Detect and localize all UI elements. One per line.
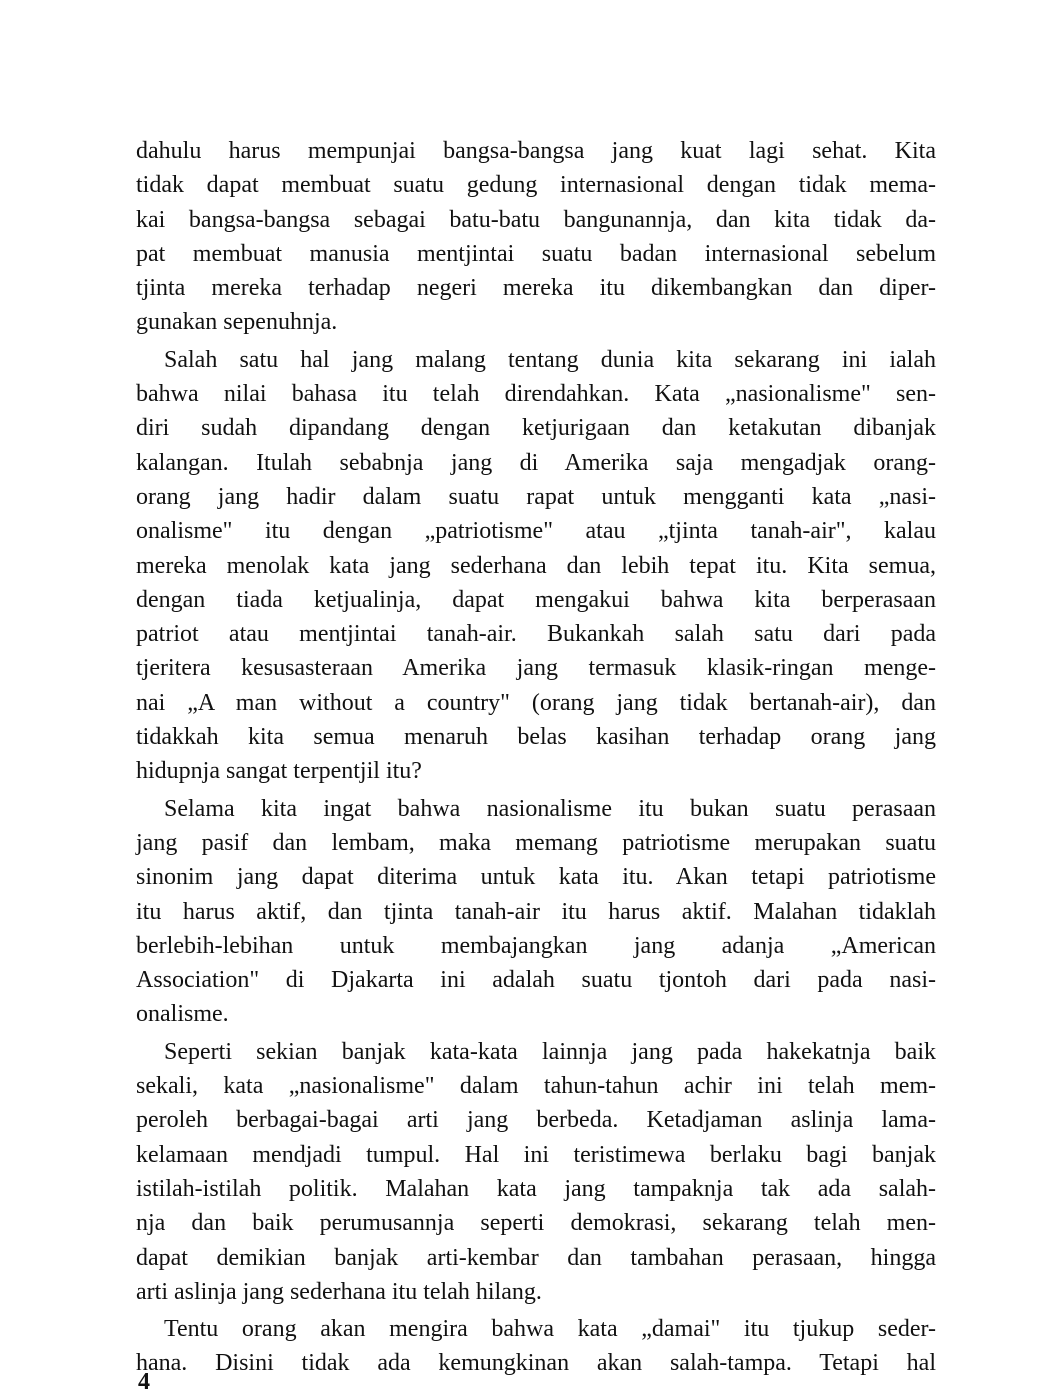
body-text: [136, 134, 936, 1381]
paragraph-1-line-1: dahulu harus mempunjai bangsa-bangsa jang kuat lagi sehat. Kita: [136, 138, 936, 164]
paragraph-4-line-3: peroleh berbagai-bagai arti jang berbeda. Ketadjaman aslinja lama-: [136, 1107, 936, 1134]
paragraph-2-line-10: tjeritera kesusasteraan Amerika jang termasuk klasik-ringan menge-: [136, 655, 936, 682]
paragraph-4-line-6: nja dan baik perumusannja seperti demokrasi, sekarang telah men-: [136, 1210, 936, 1237]
paragraph-5-line-1: Tentu orang akan mengira bahwa kata „damai" itu tjukup seder-: [164, 1316, 936, 1343]
paragraph-1-line-3: kai bangsa-bangsa sebagai batu-batu bangunannja, dan kita tidak da-: [136, 206, 936, 233]
paragraph-4-line-4: kelamaan mendjadi tumpul. Hal ini teristimewa berlaku bagi banjak: [136, 1141, 936, 1168]
paragraph-2-line-7: mereka menolak kata jang sederhana dan lebih tepat itu. Kita semua,: [136, 552, 936, 579]
paragraph-2-line-2: bahwa nilai bahasa itu telah direndahkan. Kata „nasionalisme" sen-: [136, 381, 936, 408]
paragraph-1-line-6: gunakan sepenuhnja.: [136, 309, 338, 336]
paragraph-4-line-7: dapat demikian banjak arti-kembar dan tambahan perasaan, hingga: [136, 1244, 936, 1271]
paragraph-2-line-1: Salah satu hal jang malang tentang dunia kita sekarang ini ialah: [164, 346, 936, 373]
paragraph-4-line-2: sekali, kata „nasionalisme" dalam tahun-tahun achir ini telah mem-: [136, 1073, 936, 1100]
paragraph-5-line-2: hana. Disini tidak ada kemungkinan akan salah-tampa. Tetapi hal: [136, 1350, 936, 1377]
paragraph-2-line-3: diri sudah dipandang dengan ketjurigaan dan ketakutan dibanjak: [136, 415, 936, 442]
paragraph-2-line-5: orang jang hadir dalam suatu rapat untuk mengganti kata „nasi-: [136, 483, 936, 510]
paragraph-3-line-7: onalisme.: [136, 1001, 229, 1028]
paragraph-3-line-6: Association" di Djakarta ini adalah suatu tjontoh dari pada nasi-: [136, 967, 936, 994]
paragraph-2-line-13: hidupnja sangat terpentjil itu?: [136, 758, 422, 785]
paragraph-2-line-8: dengan tiada ketjualinja, dapat mengakui bahwa kita berperasaan: [136, 586, 936, 613]
paragraph-3-line-1: Selama kita ingat bahwa nasionalisme itu bukan suatu perasaan: [164, 795, 936, 822]
paragraph-1-line-5: tjinta mereka terhadap negeri mereka itu dikembangkan dan diper-: [136, 275, 936, 302]
paragraph-2-line-4: kalangan. Itulah sebabnja jang di Amerika saja mengadjak orang-: [136, 449, 936, 476]
paragraph-2-line-6: onalisme" itu dengan „patriotisme" atau „tjinta tanah-air", kalau: [136, 518, 936, 545]
paragraph-2-line-12: tidakkah kita semua menaruh belas kasihan terhadap orang jang: [136, 724, 936, 751]
paragraph-3-line-3: sinonim jang dapat diterima untuk kata itu. Akan tetapi patriotisme: [136, 864, 936, 891]
paragraph-3-line-5: berlebih-lebihan untuk membajangkan jang adanja „American: [136, 932, 936, 959]
paragraph-1-line-2: tidak dapat membuat suatu gedung internasional dengan tidak mema-: [136, 172, 936, 199]
page-number: 4: [138, 1369, 150, 1395]
paragraph-2-line-11: nai „A man without a country" (orang jang tidak bertanah-air), dan: [136, 689, 936, 716]
paragraph-4-line-8: arti aslinja jang sederhana itu telah hilang.: [136, 1278, 542, 1305]
paragraph-1-line-4: pat membuat manusia mentjintai suatu badan internasional sebelum: [136, 240, 936, 267]
paragraph-4-line-5: istilah-istilah politik. Malahan kata jang tampaknja tak ada salah-: [136, 1175, 936, 1202]
paragraph-3-line-2: jang pasif dan lembam, maka memang patriotisme merupakan suatu: [136, 829, 936, 856]
paragraph-4-line-1: Seperti sekian banjak kata-kata lainnja jang pada hakekatnja baik: [164, 1038, 936, 1065]
paragraph-2-line-9: patriot atau mentjintai tanah-air. Bukankah salah satu dari pada: [136, 621, 936, 648]
paragraph-3-line-4: itu harus aktif, dan tjinta tanah-air itu harus aktif. Malahan tidaklah: [136, 898, 936, 925]
